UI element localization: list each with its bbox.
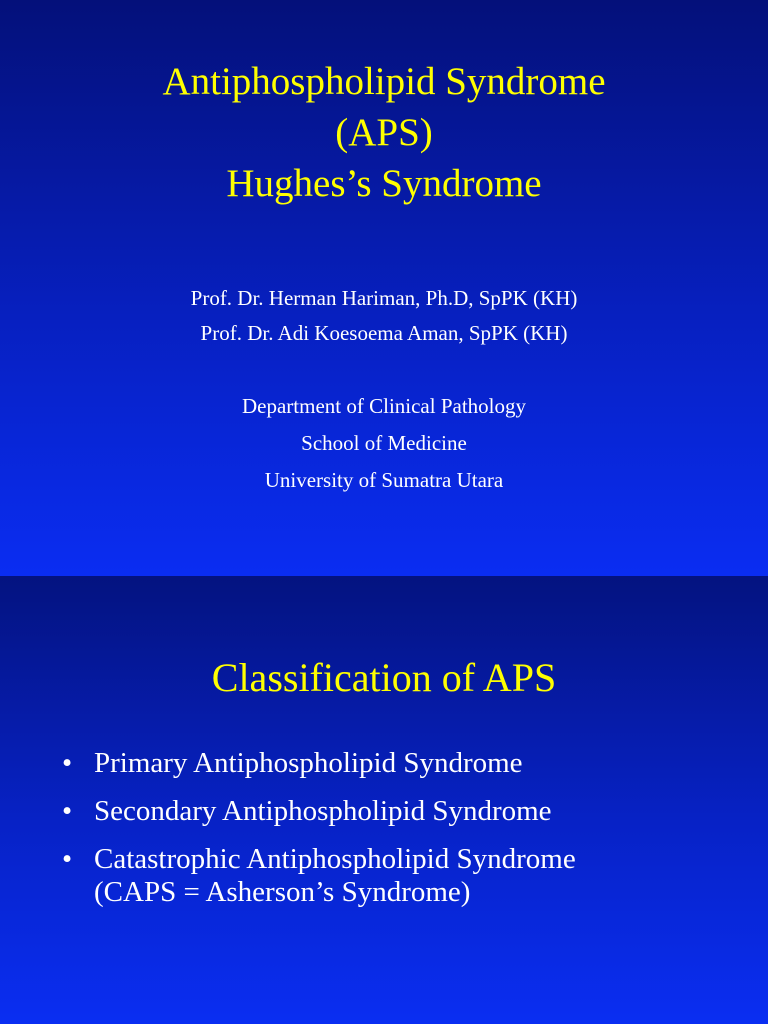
slide-heading: Classification of APS: [211, 655, 557, 700]
affiliation-line: Department of Clinical Pathology: [241, 394, 527, 418]
author-name: Prof. Dr. Adi Koesoema Aman, SpPK (KH): [200, 321, 568, 345]
author-name: Prof. Dr. Herman Hariman, Ph.D, SpPK (KH): [190, 286, 578, 310]
bullet-text: Secondary Antiphospholipid Syndrome: [94, 795, 552, 827]
title-line: (APS): [335, 111, 433, 154]
author-list: [0, 281, 768, 351]
bullet-subtext: (CAPS = Asherson’s Syndrome): [94, 876, 471, 908]
title-line: Antiphospholipid Syndrome: [162, 60, 606, 103]
bullet-list: [62, 747, 762, 924]
affiliation-block: [0, 388, 768, 499]
presentation-title: [0, 56, 768, 209]
bullet-text: Catastrophic Antiphospholipid Syndrome: [94, 843, 576, 875]
title-line: Hughes’s Syndrome: [226, 162, 542, 205]
bullet-text: Primary Antiphospholipid Syndrome: [94, 747, 523, 779]
list-item: [62, 795, 762, 828]
affiliation-line: School of Medicine: [301, 431, 467, 455]
list-item: [62, 843, 762, 909]
bullet-icon: •: [62, 747, 73, 779]
bullet-icon: •: [62, 795, 73, 827]
list-item: [62, 747, 762, 780]
affiliation-line: University of Sumatra Utara: [264, 468, 504, 492]
slide-classification: [0, 576, 768, 1024]
bullet-icon: •: [62, 843, 73, 875]
